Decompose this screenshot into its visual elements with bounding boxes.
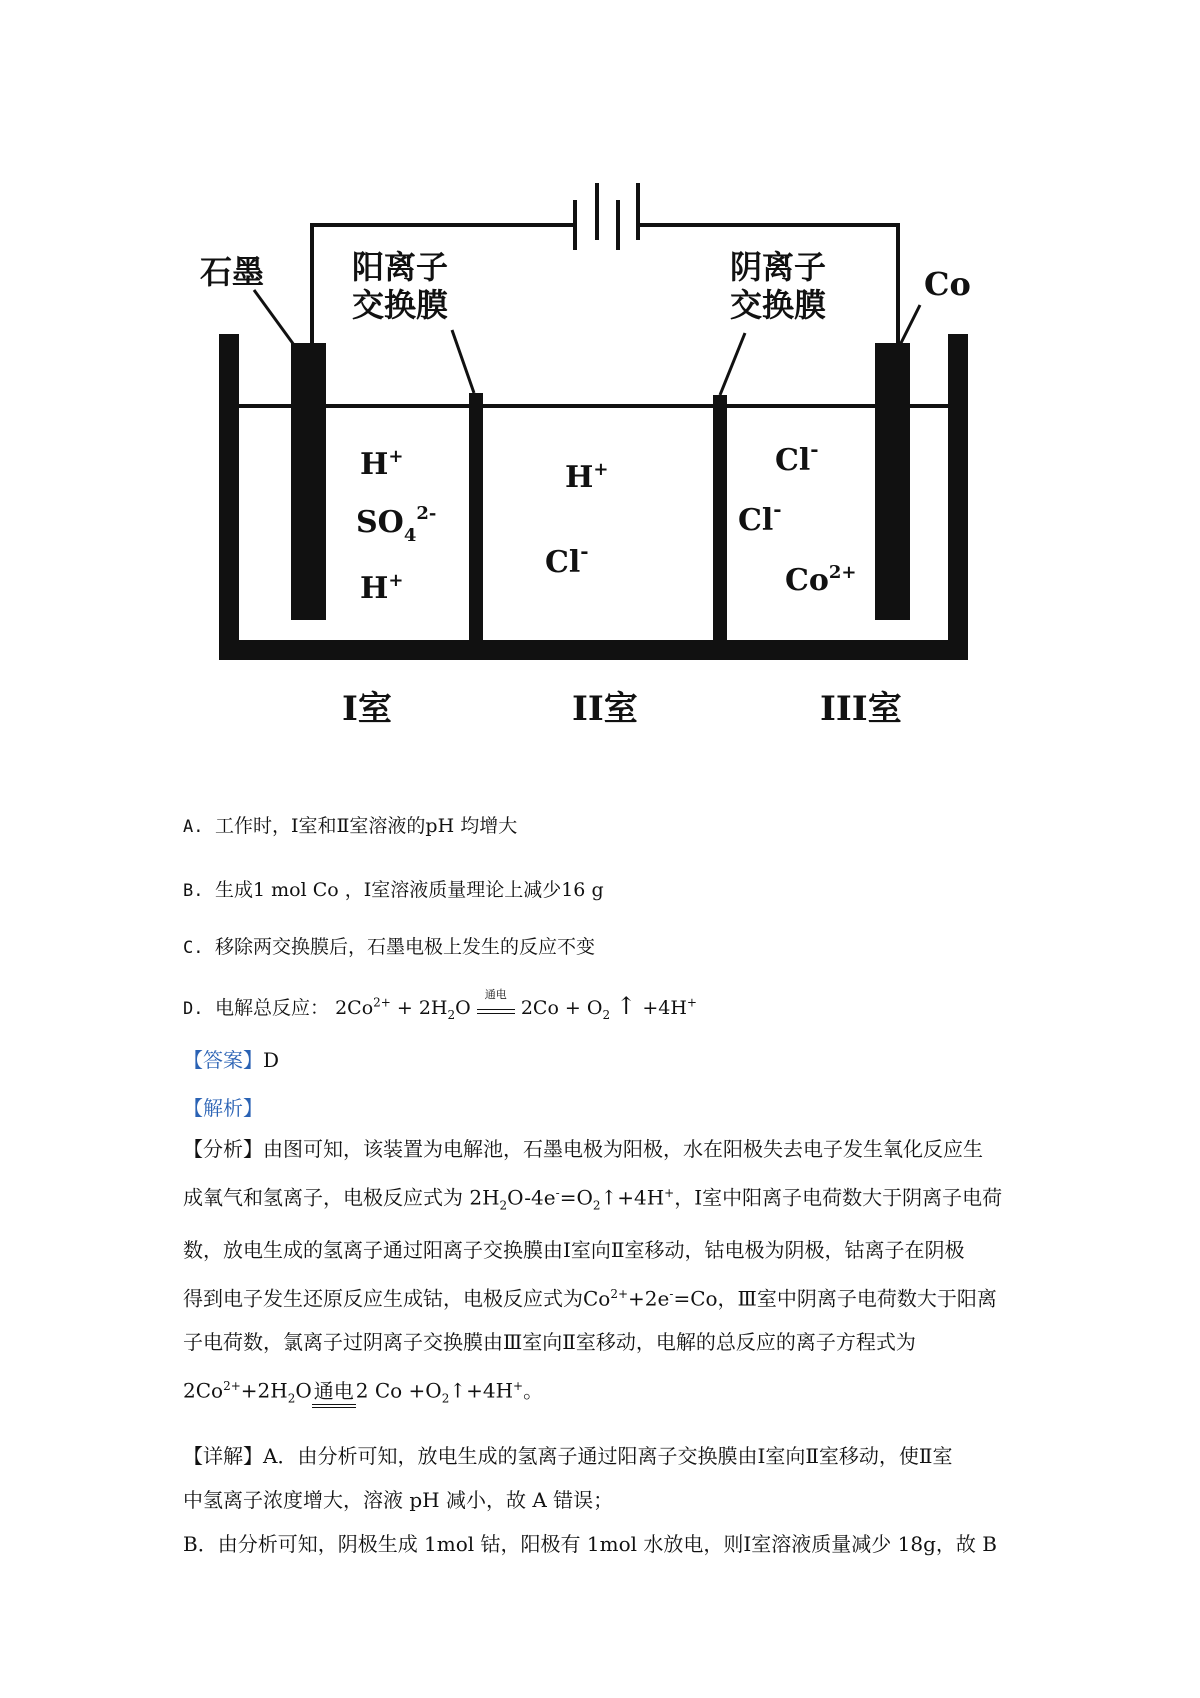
option-text: 生成1 mol Co ，Ⅰ室溶液质量理论上减少16 g [215, 879, 604, 901]
svg-text:Cl-: Cl- [738, 497, 782, 538]
option-d [183, 990, 697, 1028]
svg-text:H+: H+ [565, 459, 609, 495]
detail-paragraph [183, 1434, 1023, 1566]
ion-chloride: Cl [775, 443, 811, 478]
cobalt-electrode [875, 343, 910, 620]
detail-line: 【详解】A．由分析可知，放电生成的氢离子通过阳离子交换膜由Ⅰ室向Ⅱ室移动，使Ⅱ室 [183, 1444, 953, 1468]
svg-text:SO42-: $SO_4^{2-}$ [356, 503, 437, 546]
analysis-paragraph [183, 1127, 1023, 1421]
option-text: 移除两交换膜后，石墨电极上发生的反应不变 [215, 936, 596, 958]
option-letter: C. [183, 938, 204, 958]
svg-text:H+: H+ [360, 570, 404, 606]
ion-h-plus: H [565, 460, 594, 495]
anion-membrane-label-line1: 阴离子 [730, 248, 827, 286]
option-a [183, 813, 517, 840]
ion-h-plus: H [360, 571, 389, 606]
chamber-3-label: III室 [820, 689, 902, 729]
battery-icon [575, 183, 638, 250]
cation-membrane-label-line2: 交换膜 [352, 286, 449, 324]
analysis-label: 【解析】 [183, 1096, 263, 1120]
analysis-line: 成氧气和氢离子，电极反应式为 $2H_2O-4e^-=O_2↑+4H^+$，Ⅰ室中阳离子电荷数大于阴离子电荷 [183, 1185, 1003, 1213]
chamber-1-ions [356, 446, 436, 606]
svg-text:H+: H+ [360, 446, 404, 482]
answer-value: D [263, 1048, 280, 1072]
answer-line [183, 1044, 279, 1073]
svg-text:Co2+: $Co^{2+}$ [785, 562, 857, 598]
anion-exchange-membrane [713, 395, 727, 641]
svg-text:Cl-: Cl- [775, 437, 819, 478]
ion-h-plus: H [360, 447, 389, 482]
anion-membrane-label-line2: 交换膜 [730, 286, 827, 324]
cation-exchange-membrane [469, 393, 483, 641]
detail-line: B．由分析可知，阴极生成 1mol 钴，阳极有 1mol 水放电，则Ⅰ室溶液质量减少 18g，故 B [183, 1532, 997, 1556]
analysis-line: 得到电子发生还原反应生成钴，电极反应式为$Co^{2+}+2e^-=Co$，Ⅲ室中阴离子电荷数大于阳离 [183, 1286, 997, 1311]
analysis-equation-line: $2Co^{2+}+2H_2O$ 通电 2 $Co +O_2↑+4H^+$。 [183, 1378, 544, 1406]
option-text: 工作时，Ⅰ室和Ⅱ室溶液的pH 均增大 [215, 815, 518, 837]
chamber-3-ions [738, 437, 857, 598]
ion-sulfate: SO [356, 505, 404, 540]
option-c [183, 934, 595, 961]
graphite-label: 石墨 [200, 253, 265, 291]
electrolysis-cell-diagram [0, 0, 1200, 740]
analysis-line: 【分析】由图可知，该装置为电解池，石墨电极为阳极，水在阳极失去电子发生氧化反应生 [183, 1137, 983, 1161]
option-letter: A. [183, 817, 204, 837]
answer-label: 【答案】 [183, 1048, 263, 1072]
analysis-line: 数，放电生成的氢离子通过阳离子交换膜由Ⅰ室向Ⅱ室移动，钴电极为阴极，钴离子在阴极 [183, 1237, 965, 1262]
option-text: 电解总反应： $2Co^{2+} + 2H_2O$ 通电 $2Co + O_2$ ↑ +4H+ [215, 988, 697, 1023]
graphite-electrode [291, 343, 326, 620]
svg-text:Cl-: Cl- [545, 539, 589, 580]
option-letter: B. [183, 881, 204, 901]
electrolysis-condition: 通电 [312, 1378, 356, 1408]
chamber-1-label: I室 [342, 689, 392, 729]
cation-membrane-label-line1: 阳离子 [352, 248, 449, 286]
analysis-line: 子电荷数，氯离子过阴离子交换膜由Ⅲ室向Ⅱ室移动，电解的总反应的离子方程式为 [183, 1330, 916, 1355]
electrolysis-tank [219, 334, 968, 660]
cobalt-label: Co [924, 265, 971, 303]
chamber-2-label: II室 [572, 689, 638, 729]
ion-cobalt: Co [785, 563, 829, 598]
ion-chloride: Cl [545, 545, 581, 580]
electrolysis-condition: 通电 [477, 1003, 515, 1014]
detail-line: 中氢离子浓度增大，溶液 pH 减小，故 A 错误； [183, 1488, 614, 1512]
option-letter: D. [183, 999, 204, 1020]
chamber-2-ions [545, 459, 608, 580]
option-b [183, 877, 604, 904]
ion-chloride: Cl [738, 503, 774, 538]
